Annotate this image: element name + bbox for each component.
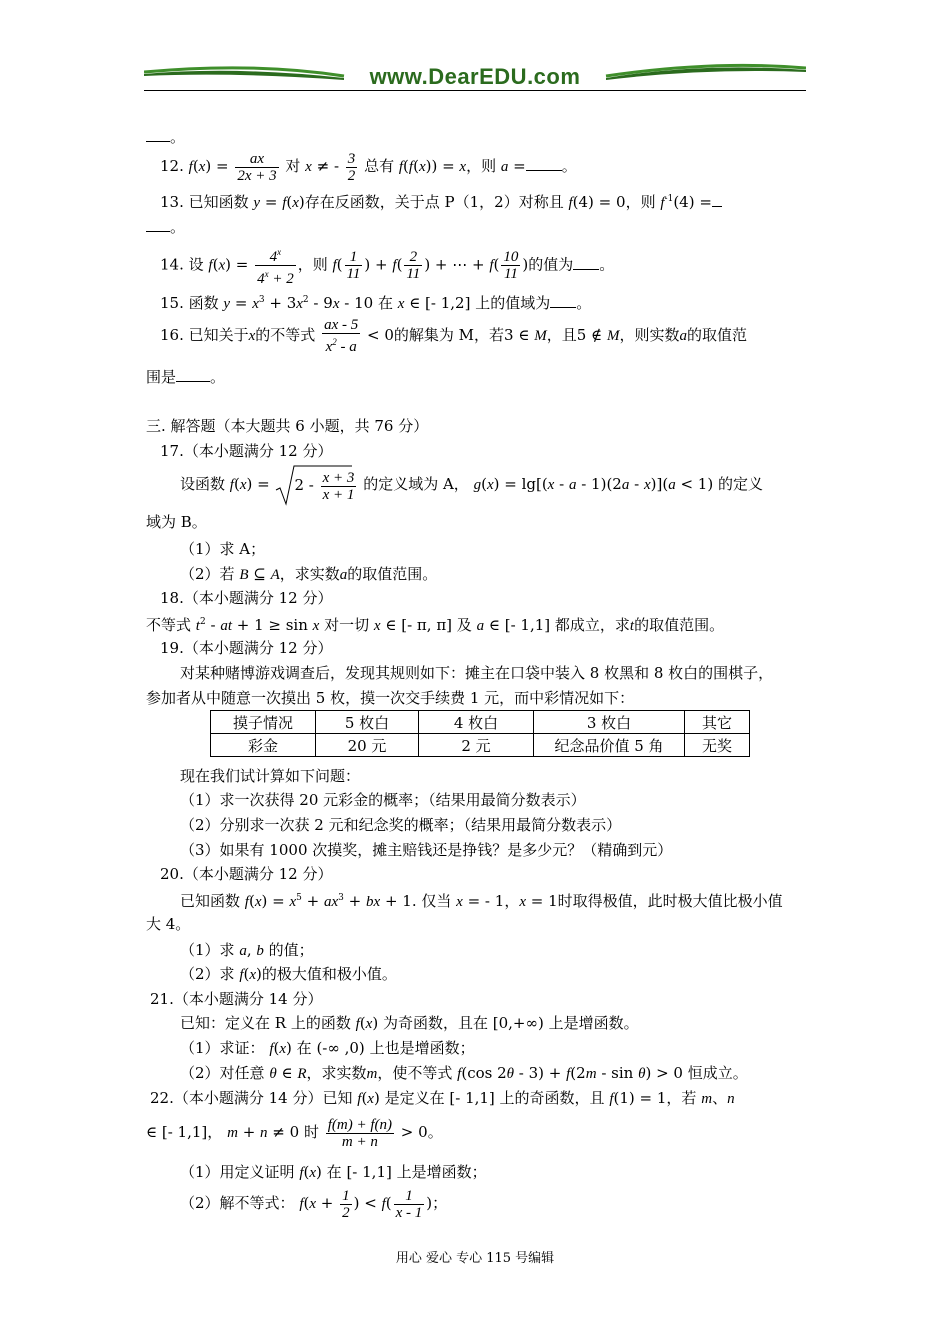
question-12: 12. f(x) = $\frac{ax}{2x + 3}$ 对 x ≠ - $\frac{3}{2}$ 总有 f(f(x)) = x，则 a = 。	[160, 150, 577, 184]
question-19-body-1: 对某种赌博游戏调查后，发现其规则如下：摊主在口袋中装入 8 枚黑和 8 枚白的围棋子，	[180, 664, 774, 682]
table-cell: 3 枚白	[534, 711, 685, 734]
question-22-part1: （1）用定义证明 f(x) 在 [- 1,1] 上是增函数；	[180, 1163, 487, 1181]
table-cell: 无奖	[685, 734, 750, 757]
question-20-body: 已知函数 $f(x) = x^5 + ax^3$ + bx + 1. 仅当 x = - 1，x = 1时取得极值，此时极大值比极小值	[180, 892, 783, 910]
prize-table	[210, 710, 750, 757]
table-cell: 20 元	[316, 734, 419, 757]
question-21-part2: （2）对任意 θ ∈ R，求实数m，使不等式 f(cos 2θ - 3) + f(2m - sin θ) > 0 恒成立。	[180, 1064, 748, 1082]
question-22-body: ∈ [- 1,1]， m + n ≠ 0 时 $\frac{f(m) + f(n)}{m + n}$ > 0。	[146, 1116, 443, 1150]
question-17-title: 17.（本小题满分 12 分）	[160, 442, 333, 460]
table-cell: 摸子情况	[211, 711, 316, 734]
question-19-body-3: 现在我们试计算如下问题：	[180, 767, 361, 785]
question-19-body-2: 参加者从中随意一次摸出 5 枚，摸一次交手续费 1 元，而中彩情况如下：	[146, 689, 635, 707]
question-17-part1: （1）求 A；	[180, 540, 266, 558]
line-continuation: 。	[146, 127, 185, 147]
header-rule	[144, 90, 806, 91]
table-cell: 4 枚白	[419, 711, 534, 734]
page-footer: 用心 爱心 专心 115 号编辑	[395, 1251, 555, 1266]
question-16: 16. 已知关于x的不等式 $\frac{ax - 5}{x^2 - a}$ < 0的解集为 M，若3 ∈ M，且5 ∉ M，则实数a的取值范	[160, 317, 747, 355]
table-cell: 2 元	[419, 734, 534, 757]
question-21-body: 已知：定义在 R 上的函数 f(x) 为奇函数，且在 [0,+∞) 上是增函数。	[180, 1014, 639, 1032]
table-header-row	[211, 711, 750, 734]
question-22-title: 22.（本小题满分 14 分）已知 f(x) 是定义在 [- 1,1] 上的奇函数，且 f(1) = 1，若 m、n	[150, 1089, 735, 1107]
question-18-title: 18.（本小题满分 12 分）	[160, 589, 333, 607]
question-20-part2: （2）求 f(x)的极大值和极小值。	[180, 965, 397, 983]
question-16-cont: 围是 。	[146, 368, 226, 386]
question-20-title: 20.（本小题满分 12 分）	[160, 865, 333, 883]
question-22-part2: （2）解不等式： f(x + $\frac{1}{2}$ ) < f( $\frac{1}{x - 1}$ )；	[180, 1187, 448, 1221]
table-cell: 其它	[685, 711, 750, 734]
table-cell: 纪念品价值 5 角	[534, 734, 685, 757]
table-cell: 彩金	[211, 734, 316, 757]
question-14: 14. 设 f(x) = $\frac{4^x}{4^x + 2}$ ，则 f( $\frac{1}{11}$ ) + f( $\frac{2}{11}$ ) + ⋯ + f( $\frac{10}{11}$ )的值为 。	[160, 244, 614, 287]
question-21-part1: （1）求证： f(x) 在 (-∞ ,0) 上也是增函数；	[180, 1039, 475, 1057]
question-19-title: 19.（本小题满分 12 分）	[160, 639, 333, 657]
question-13-cont: 。	[146, 217, 185, 237]
question-19-part2: （2）分别求一次获 2 元和纪念奖的概率；（结果用最简分数表示）	[180, 816, 622, 834]
table-row	[211, 734, 750, 757]
question-17-cont: 域为 B。	[146, 513, 207, 531]
question-19-part1: （1）求一次获得 20 元彩金的概率；（结果用最简分数表示）	[180, 791, 586, 809]
site-logo-text: www.DearEDU.com	[369, 64, 581, 89]
question-20-part1: （1）求 a, b 的值；	[180, 941, 314, 959]
question-19-part3: （3）如果有 1000 次摸奖，摊主赔钱还是挣钱？是多少元？（精确到元）	[180, 841, 673, 859]
question-17-part2: （2）若 B ⊆ A，求实数a的取值范围。	[180, 565, 438, 583]
question-15: 15. 函数 $y = x^3 + 3x^2 - 9x - 10$ 在 x ∈ [- 1,2] 上的值域为 。	[160, 294, 592, 312]
question-13: 13. 已知函数 y = f(x)存在反函数，关于点 P（1，2）对称且 f(4) = 0，则 $f^{-1}(4)$ =	[160, 189, 722, 213]
question-20-cont: 大 4。	[146, 915, 191, 933]
question-18-body: 不等式 $t^2$ - at + 1 ≥ sin x 对一切 x ∈ [- π, π] 及 a ∈ [- 1,1] 都成立，求t的取值范围。	[146, 616, 725, 634]
table-cell: 5 枚白	[316, 711, 419, 734]
question-17-body: 设函数 f(x) = 2 - $\frac{x + 3}{x + 1}$ 的定义域为 A， g(x) = lg[(x - a - 1)(2a - x)](a < 1) 的定义	[180, 462, 763, 508]
section-3-title: 三. 解答题（本大题共 6 小题，共 76 分）	[146, 417, 429, 435]
question-21-title: 21.（本小题满分 14 分）	[150, 990, 323, 1008]
